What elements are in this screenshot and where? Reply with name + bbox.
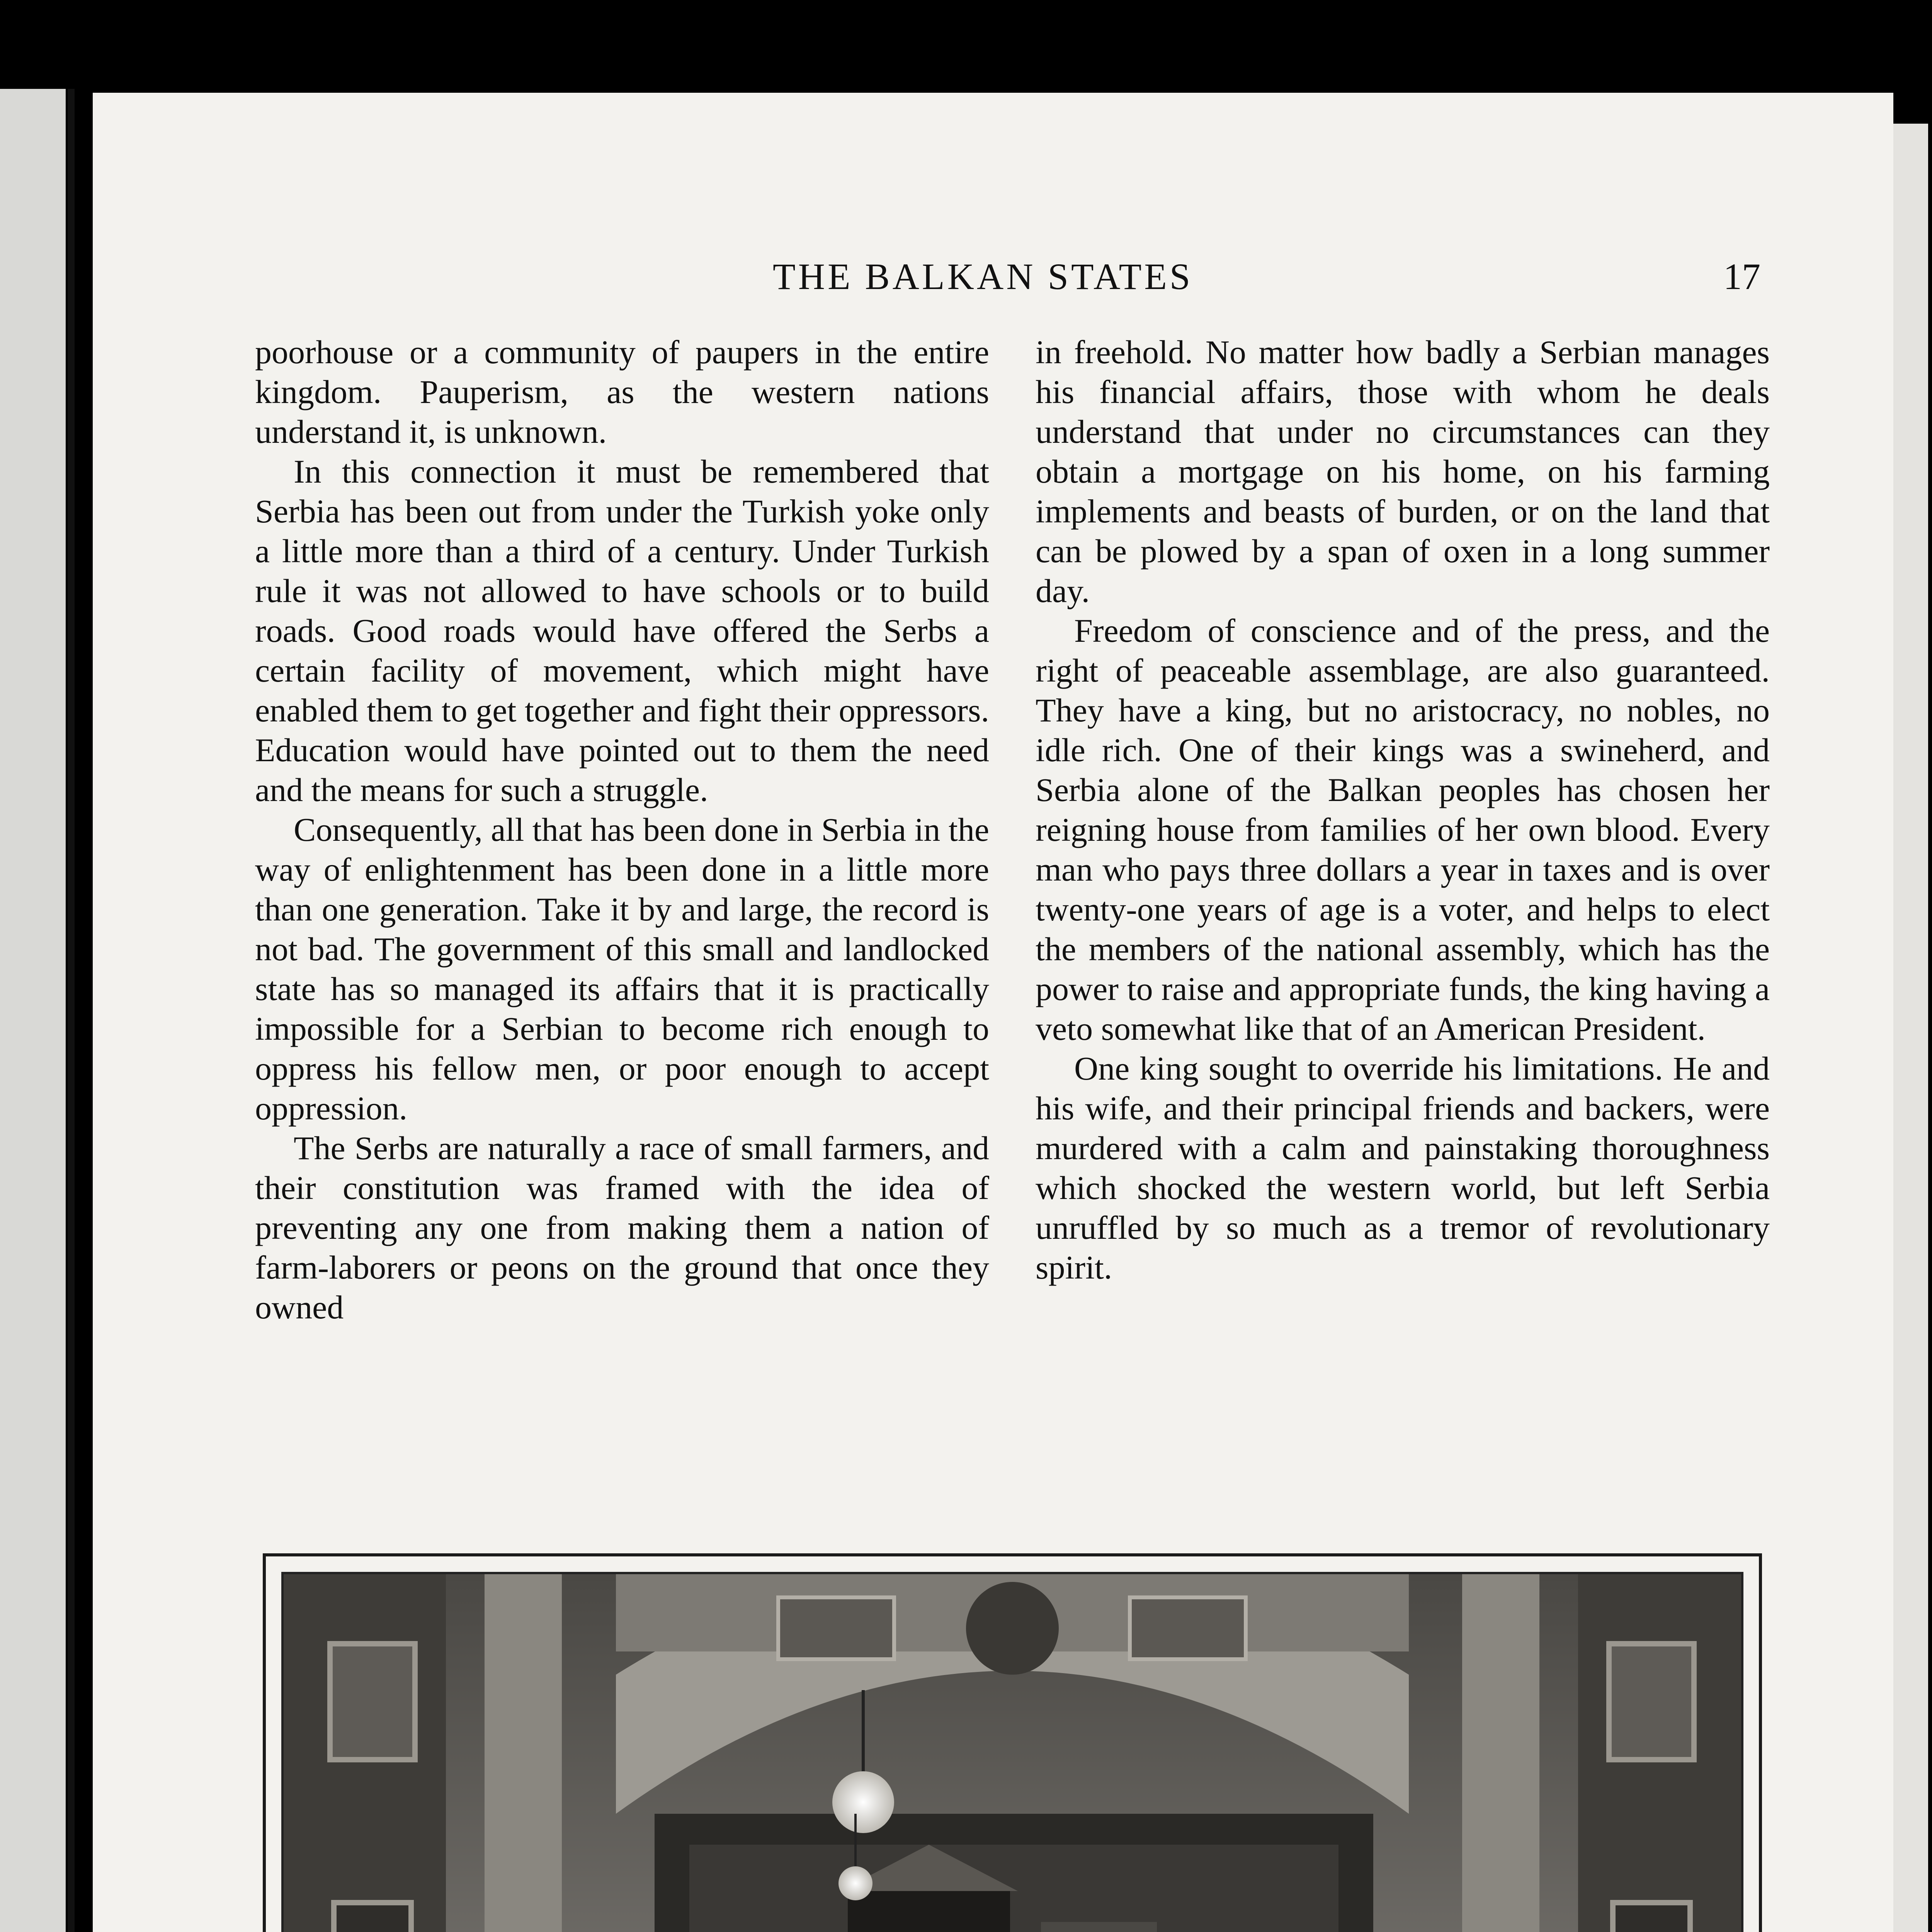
photo-frame xyxy=(263,1553,1762,1932)
paragraph: Freedom of conscience and of the press, and the right of peaceable assemblage, are also guaranteed. They have a king, but no aristocracy, no nobles, no idle rich. One of their kings was a swineherd, and Serbia alone of the Balkan peoples has chosen her reigning house from families of her own blood. Every man who pays three dollars a year in taxes and is over twenty-one years of age is a voter, and helps to elect the members of the national assembly, which has the power to raise and appropriate funds, the king having a veto somewhat like that of an American President. xyxy=(1036,612,1770,1047)
left-text-column xyxy=(255,332,989,1327)
right-text-column xyxy=(1036,332,1770,1287)
paragraph: In this connection it must be remembered that Serbia has been out from under the Turkish yoke only a little more than a third of a century. Under Turkish rule it was not allowed to have schools or to build roads. Good roads would have offered the Serbs a certain facility of movement, which might have enabled them to get together and fight their oppressors. Education would have pointed out to them the need and the means for such a struggle. xyxy=(255,453,989,808)
paragraph: poorhouse or a community of paupers in the entire kingdom. Pauperism, as the western nations understand it, is unknown. xyxy=(255,333,989,450)
facing-page-edge xyxy=(0,89,66,1932)
paragraph: One king sought to override his limitations. He and his wife, and their principal friends and backers, were murdered with a calm and painstaking thoroughness which shocked the western world, but left Serbia unruffled by so much as a tremor of revolutionary spirit. xyxy=(1036,1050,1770,1286)
assembly-hall-photo xyxy=(281,1572,1743,1932)
running-head: THE BALKAN STATES xyxy=(773,256,1193,297)
paragraph: Consequently, all that has been done in Serbia in the way of enlightenment has been done in a little more than one generation. Take it by and large, the record is not bad. The government of this small and landlocked state has so managed its affairs that it is practically impossible for a Serbian to become rich enough to oppress his fellow men, or poor enough to accept oppression. xyxy=(255,811,989,1127)
gutter-shadow xyxy=(68,89,75,1932)
paragraph: in freehold. No matter how badly a Serbian manages his financial affairs, those with whom he deals understand that under no circumstances can they obtain a mortgage on his home, on his farming implements and beasts of burden, or on the land that can be plowed by a span of oxen in a long summer day. xyxy=(1036,333,1770,609)
assembly-hall-illustration xyxy=(284,1574,1741,1932)
paragraph: The Serbs are naturally a race of small farmers, and their constitution was framed with the idea of preventing any one from making them a nation of farm-laborers or peons on the ground that once they owned xyxy=(255,1129,989,1326)
page-stack-edge xyxy=(1893,124,1928,1932)
page-number: 17 xyxy=(1723,256,1760,297)
